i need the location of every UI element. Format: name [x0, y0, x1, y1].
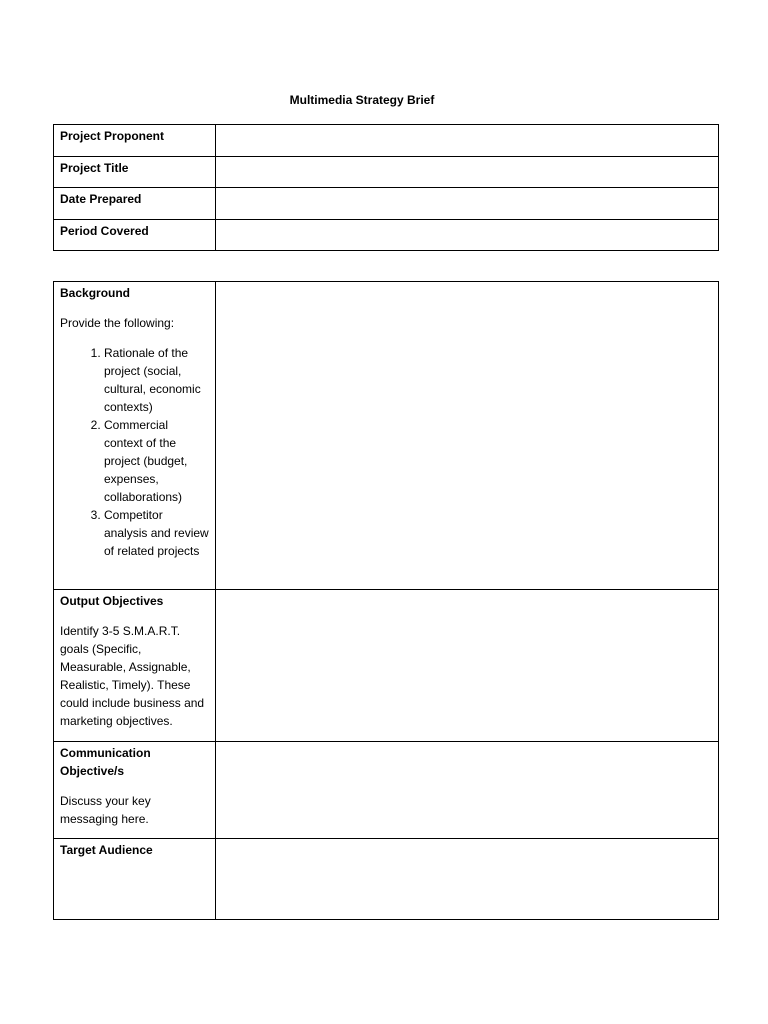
document-title: Multimedia Strategy Brief: [289, 93, 435, 107]
date-prepared-field[interactable]: [216, 188, 719, 220]
table-row: [54, 282, 719, 590]
label-cell: [54, 219, 216, 251]
table-row: [54, 125, 719, 157]
label-cell: [54, 839, 216, 920]
communication-objectives-field[interactable]: [216, 742, 719, 839]
table-row: [54, 839, 719, 920]
communication-objectives-label: Communication Objective/s: [60, 746, 151, 778]
background-label: Background: [60, 286, 131, 300]
strategy-detail-table: [53, 281, 719, 920]
output-objectives-field[interactable]: [216, 590, 719, 742]
output-objectives-description: Identify 3-5 S.M.A.R.T. goals (Specific, Measurable, Assignable, Realistic, Timely). These could include business and marketing objectives.: [60, 624, 205, 728]
table-row: [54, 590, 719, 742]
project-title-label: Project Title: [60, 160, 129, 175]
table-row: [54, 219, 719, 251]
background-field[interactable]: [216, 282, 719, 590]
label-cell: [54, 188, 216, 220]
target-audience-label: Target Audience: [60, 843, 153, 857]
project-proponent-label: Project Proponent: [60, 129, 165, 143]
background-intro: Provide the following:: [60, 316, 175, 330]
date-prepared-label: Date Prepared: [60, 192, 142, 206]
project-info-table: [53, 124, 719, 251]
period-covered-label: Period Covered: [60, 223, 149, 238]
label-cell: [54, 125, 216, 157]
project-proponent-field[interactable]: [216, 125, 719, 157]
project-title-field[interactable]: [216, 156, 719, 188]
table-row: [54, 188, 719, 220]
list-item: 2. Commercial context of the project (budget, expenses, collaborations): [104, 416, 209, 506]
table-row: [54, 156, 719, 188]
period-covered-field[interactable]: [216, 219, 719, 251]
output-objectives-label: Output Objectives: [60, 594, 164, 608]
background-list: [60, 344, 209, 560]
communication-objectives-description: Discuss your key messaging here.: [60, 794, 151, 826]
label-cell: [54, 590, 216, 742]
label-cell: [54, 282, 216, 590]
list-item: 1. Rationale of the project (social, cultural, economic contexts): [104, 344, 209, 416]
label-cell: [54, 742, 216, 839]
table-row: [54, 742, 719, 839]
label-cell: [54, 156, 216, 188]
list-item: 3. Competitor analysis and review of related projects: [104, 506, 209, 560]
target-audience-field[interactable]: [216, 839, 719, 920]
